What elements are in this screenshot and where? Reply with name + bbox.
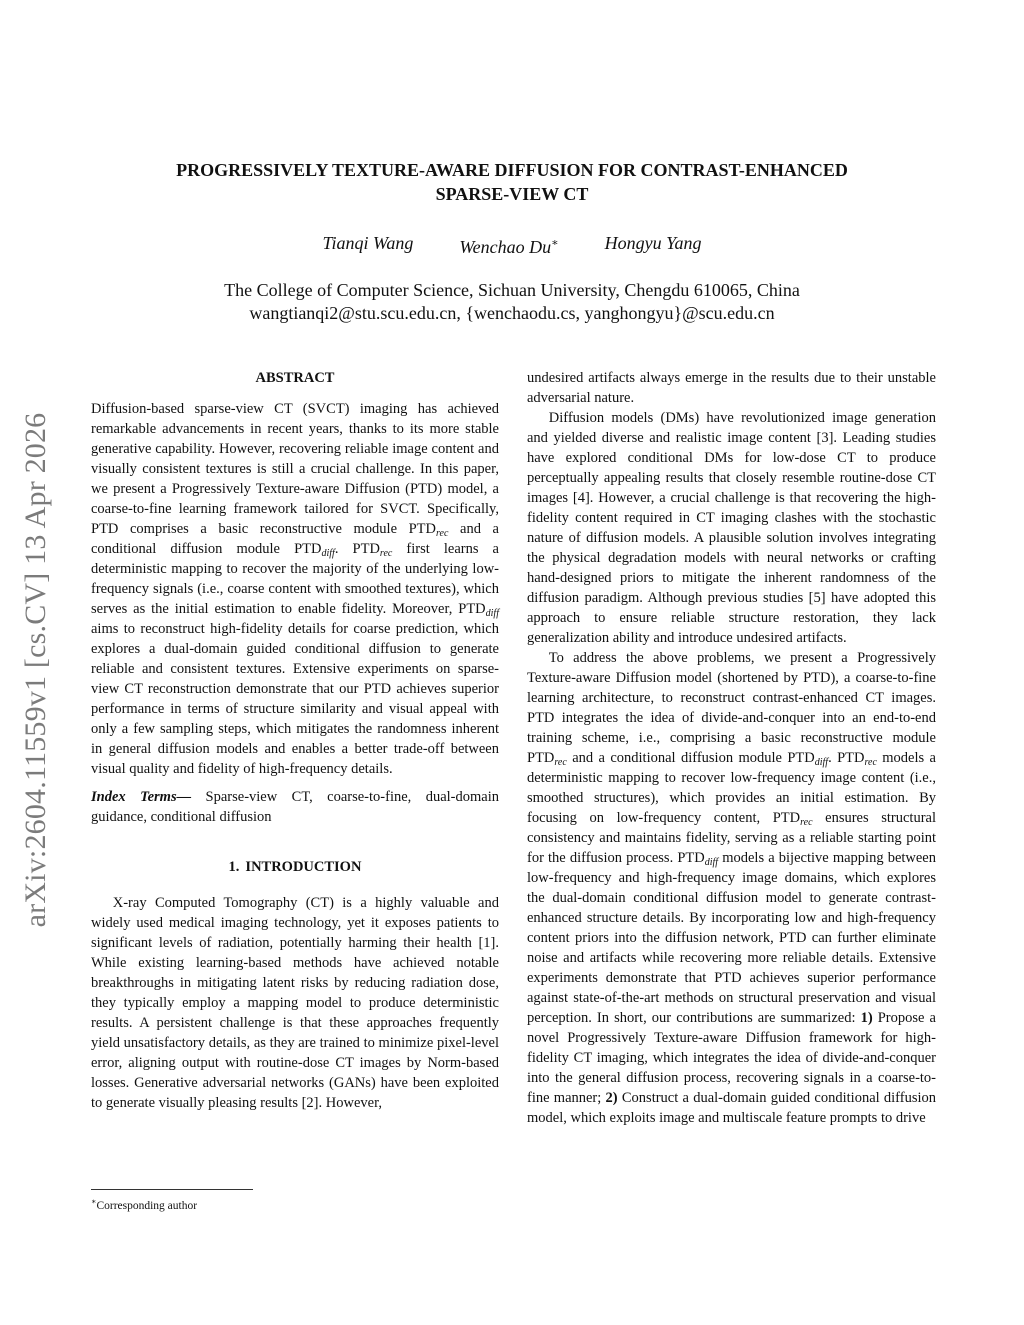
arxiv-stamp bbox=[10, 368, 62, 973]
author-1: Tianqi Wang bbox=[322, 233, 414, 253]
affiliation: The College of Computer Science, Sichuan University, Chengdu 610065, China bbox=[224, 280, 800, 300]
abstract-heading: ABSTRACT bbox=[255, 370, 335, 386]
author-list bbox=[200, 231, 824, 255]
footnote: ∗Corresponding author bbox=[91, 1197, 198, 1212]
index-terms: Index Terms— Sparse-view CT, coarse-to-fine, dual-domain guidance, conditional diffusion bbox=[91, 789, 500, 825]
title-line-1: PROGRESSIVELY TEXTURE-AWARE DIFFUSION FOR CONTRAST-ENHANCED bbox=[176, 160, 848, 180]
right-column bbox=[527, 368, 936, 1128]
intro-paragraph-2: Diffusion models (DMs) have revolutionized image generation and yielded diverse and realistic image content [3]. Leading studies have explored conditional DMs for low-dose CT to produce perceptually appealing results that closely resemble routine-dose CT images [4]. However, a crucial challenge is that recovering the high-fidelity content required in CT imaging clashes with the stochastic nature of diffusion models. A plausible solution involves integrating the physical degradation models with neural networks or crafting hand-designed priors to mitigate the inherent randomness of the diffusion paradigm. Although previous studies [5] have adopted this approach to ensure reliable structure restoration, they lack generalization ability and introduce undesired artifacts. bbox=[527, 410, 936, 646]
author-2: Wenchao Du∗ bbox=[459, 237, 559, 257]
intro-paragraph-3: To address the above problems, we present a Progressively Texture-aware Diffusion model (shortened by PTD), a coarse-to-fine learning architecture, to reconstruct contrast-enhanced CT images. PTD integrates the idea of divide-and-conquer into an end-to-end training scheme, i.e., comprising a basic reconstructive module $PTD_{rec}$ and a conditional diffusion module $PTD_{diff}$. $PTD_{rec}$ models a deterministic mapping to recover low-frequency image content (i.e., smoothed structures), which provides an initial estimation. By focusing on low-frequency content, $PTD_{rec}$ ensures structural consistency and maintains fidelity, serving as a reliable starting point for the diffusion process. $PTD_{diff}$ models a bijective mapping between low-frequency and high-frequency image domains, which explores the dual-domain conditional diffusion model to generate contrast-enhanced structure details. By incorporating low and high-frequency content priors into the diffusion network, PTD can further eliminate noise and artifacts while recovering more reliable details. Extensive experiments demonstrate that PTD achieves superior performance against state-of-the-art methods on structural preservation and visual perception. In short, our contributions are summarized: 1) Propose a novel Progressively Texture-aware Diffusion framework for high-fidelity CT imaging, which integrates the idea of divide-and-conquer into the general diffusion process, recovering signals in a coarse-to-fine manner; 2) Construct a dual-domain guided conditional diffusion model, which exploits image and multiscale feature prompts to drive bbox=[527, 650, 936, 1126]
author-emails: wangtianqi2@stu.scu.edu.cn, {wenchaodu.cs, yanghongyu}@scu.edu.cn bbox=[249, 303, 775, 323]
left-column bbox=[91, 368, 499, 1113]
affiliation-block bbox=[112, 279, 912, 325]
author-3: Hongyu Yang bbox=[604, 233, 702, 253]
introduction-heading: 1. INTRODUCTION bbox=[228, 859, 362, 875]
corresponding-mark: ∗ bbox=[551, 237, 559, 249]
abstract-text: Diffusion-based sparse-view CT (SVCT) imaging has achieved remarkable advancements in recent years, thanks to its more stable generative capability. However, recovering reliable image content and visually consistent textures is still a crucial challenge. In this paper, we present a Progressively Texture-aware Diffusion (PTD) model, a coarse-to-fine learning framework tailored for SVCT. Specifically, PTD comprises a basic reconstructive module $PTD_{rec}$ and a conditional diffusion module $PTD_{diff}$. $PTD_{rec}$ first learns a deterministic mapping to recover the majority of the underlying low-frequency signals (i.e., coarse content with smoothed textures), which serves as the initial estimation to enable fidelity. Moreover, $PTD_{diff}$ aims to reconstruct high-fidelity details for coarse prediction, which explores a dual-domain guided conditional diffusion to generate reliable and consistent textures. Extensive experiments on sparse-view CT reconstruction demonstrate that our PTD achieves superior performance in terms of structure similarity and visual appeal with only a few sampling steps, which mitigates the randomness inherent in general diffusion models and enables a better trade-off between visual quality and fidelity of high-frequency details. bbox=[91, 401, 499, 777]
intro-paragraph-1: X-ray Computed Tomography (CT) is a highly valuable and widely used medical imaging technology, yet it exposes patients to significant levels of radiation, potentially harming their health [1]. While existing learning-based methods have achieved notable breakthroughs in mitigating latent risks by reducing radiation dose, they typically employ a mapping model to produce deterministic results. A persistent challenge is that these approaches frequently yield unsatisfactory details, as they are trained to minimize pixel-level error, aligning output with routine-dose CT images by Norm-based losses. Generative adversarial networks (GANs) have been exploited to generate visually pleasing results [2]. However, bbox=[91, 895, 499, 1111]
intro-paragraph-1-cont: undesired artifacts always emerge in the results due to their unstable adversarial nature. bbox=[527, 370, 936, 406]
arxiv-stamp-text: arXiv:2604.11559v1 [cs.CV] 13 Apr 2026 bbox=[19, 412, 52, 928]
title-line-2: SPARSE-VIEW CT bbox=[435, 184, 589, 204]
index-terms-label: Index Terms— bbox=[91, 789, 192, 805]
footnote-rule bbox=[91, 1189, 253, 1190]
paper-title bbox=[112, 158, 912, 206]
